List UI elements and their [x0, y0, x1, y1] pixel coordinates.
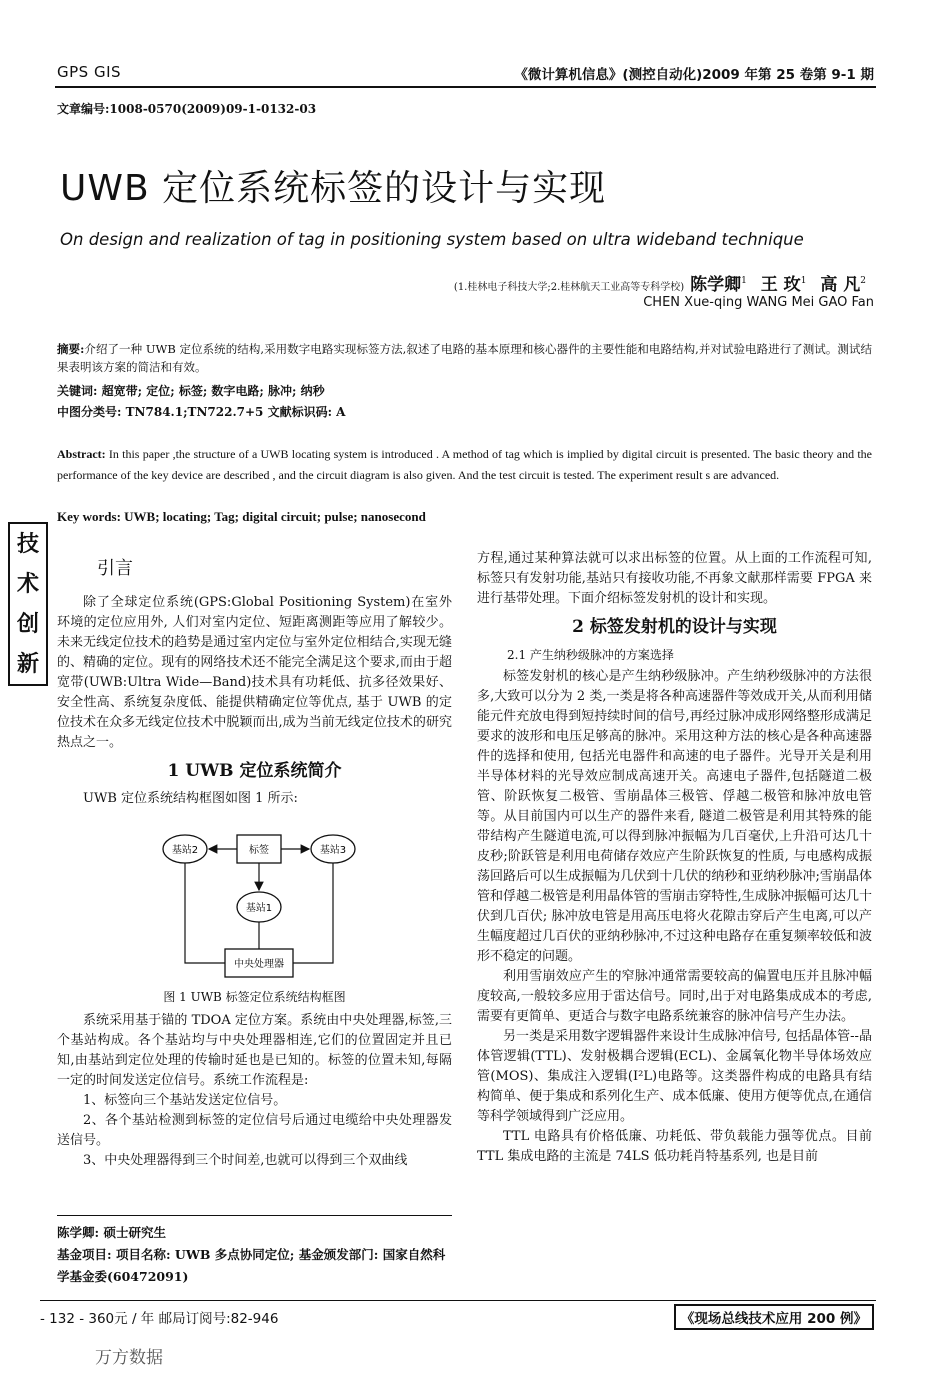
running-header-journal: 《微计算机信息》(测控自动化)2009 年第 25 卷第 9-1 期 — [514, 67, 874, 83]
abstract-chinese — [57, 340, 872, 376]
figure-1-caption: 图 1 UWB 标签定位系统结构框图 — [163, 990, 346, 1004]
tag-label: 标签 — [249, 845, 269, 856]
workflow-step-1: 1、标签向三个基站发送定位信号。 — [83, 1093, 287, 1108]
link-base2-cpu — [185, 863, 225, 963]
side-label-char: 创 — [16, 611, 39, 637]
footnote-fund: 基金项目: 项目名称: UWB 多点协同定位; 基金颁发部门: 国家自然科学基金委(60472091) — [57, 1247, 446, 1284]
continued-paragraph: 方程,通过某种算法就可以求出标签的位置。从上面的工作流程可知,标签只有发射功能,基站只有接收功能,不再象文献那样需要 FPGA 来进行基带处理。下面介绍标签发射机的设计和实现。 — [477, 551, 872, 606]
system-block-diagram — [57, 815, 452, 983]
abstract-english — [57, 444, 872, 486]
base-station-1-label: 基站1 — [245, 903, 273, 914]
author-1-sup: 1 — [741, 276, 747, 287]
author-2: 王 玫 — [760, 275, 801, 295]
section-side-label — [8, 522, 48, 686]
author-2-sup: 1 — [800, 276, 807, 287]
footnote-rule — [57, 1215, 452, 1216]
section-2-heading: 2 标签发射机的设计与实现 — [572, 617, 777, 637]
author-3: 高 凡 — [820, 275, 861, 295]
abstract-chinese-label: 摘要: — [57, 342, 85, 356]
right-column — [477, 549, 872, 1167]
left-column — [57, 555, 452, 1171]
side-label-char: 术 — [16, 571, 39, 597]
bottom-rule — [40, 1300, 876, 1301]
article-number: 文章编号:1008-0570(2009)09-1-0132-03 — [57, 102, 317, 116]
authors-english: CHEN Xue-qing WANG Mei GAO Fan — [643, 295, 874, 310]
title-chinese: UWB 定位系统标签的设计与实现 — [60, 168, 607, 209]
section-1-heading: 1 UWB 定位系统简介 — [167, 761, 342, 781]
footnote-author: 陈学卿: 硕士研究生 — [57, 1225, 166, 1240]
affiliation: (1.桂林电子科技大学;2.桂林航天工业高等专科学校) — [453, 282, 685, 293]
affiliation-authors-line — [454, 270, 874, 295]
system-paragraph: 系统采用基于锚的 TDOA 定位方案。系统由中央处理器,标签,三个基站构成。各个基站均与中央处理器相连,它们的位置固定并且已知,由基站到定位处理的传输时延也是已知的。标签的位置未知,每隔一定的时间发送定位信号。系统工作流程是: — [57, 1013, 452, 1088]
intro-paragraph: 除了全球定位系统(GPS:Global Positioning System)在室外环境的定位应用外, 人们对室内定位、短距离测距等应用了解较少。未来无线定位技术的趋势是通过室内定位与室外定位相结合,实现无缝的、精确的定位。现有的网络技术还不能完全满足这个要求,而由于超宽带(UWB:Ultra Wide—Band)技术具有功耗低、抗多径效果好、安全性高、系统复杂度低、能提供精确定位等优点, 基于 UWB 的定位技术在众多无线定位技术中脱颖而出,成为当前无线定位技术的研究热点之一。 — [57, 595, 452, 750]
pulse-methods-paragraph: 标签发射机的核心是产生纳秒级脉冲。产生纳秒级脉冲的方法很多,大致可以分为 2 类,一类是将各种高速器件等效成开关,从而利用储能元件充放电得到短持续时间的信号,再经过脉冲成形网络整形成满足要求的波形和电压足够高的脉冲。采用这种方法的核心是各种高速器件的选择和使用, 包括光电器件和高速的电子器件。光导开关是利用半导体材料的光导效应制成高速开关。高速电子器件,包括隧道二极管、阶跃恢复二极管、雪崩晶体三极管、俘越二极管和脉冲放电管等。从目前国内可以生产的器件来看, 隧道二极管是利用其特殊的能带结构产生隧道电流,可以得到脉冲振幅为几百毫伏,上升沿可达几十皮秒;阶跃管是利用电荷储存效应产生阶跃恢复的性质, 与电感构成振荡回路后可以生成振幅为几伏到十几伏的纳秒和亚纳秒脉冲;雪崩晶体管和俘越二极管是利用晶体管的雪崩击穿特性,生成脉冲振幅可达几十伏到几百伏; 脉冲放电管是用高压电将火花隙击穿后产生电离,可以产生幅度超过几百伏的亚纳秒脉冲,不过这种电路存在重复频率较低和波形不稳定的问题。 — [477, 669, 872, 964]
intro-heading: 引言 — [97, 558, 133, 579]
author-3-sup: 2 — [860, 276, 866, 287]
base-station-3-label: 基站3 — [319, 845, 347, 856]
abstract-english-label: Abstract: — [57, 447, 106, 461]
abstract-english-text: In this paper ,the structure of a UWB locating system is introduced . A method of tag which is implied by digital circuit is presented. The basic theory and the performance of the key device are described , and the circuit diagram is also given. And the test circuit is tested. The experiment result s are advanced. — [57, 447, 873, 482]
side-label-char: 新 — [16, 651, 39, 677]
workflow-step-2: 2、各个基站检测到标签的定位信号后通过电缆给中央处理器发送信号。 — [57, 1113, 452, 1148]
base-station-2-label: 基站2 — [171, 845, 199, 856]
keywords-english: Key words: UWB; locating; Tag; digital circuit; pulse; nanosecond — [57, 509, 426, 524]
workflow-step-3: 3、中央处理器得到三个时间差,也就可以得到三个双曲线 — [83, 1153, 408, 1168]
cpu-label: 中央处理器 — [234, 959, 284, 970]
link-base3-cpu — [293, 863, 333, 963]
abstract-chinese-text: 介绍了一种 UWB 定位系统的结构,采用数字电路实现标签方法,叙述了电路的基本原理和核心器件的主要性能和电路结构,并对试验电路进行了测试。测试结果表明该方案的简洁和有效。 — [57, 342, 873, 374]
page-footer-left: - 132 - 360元 / 年 邮局订阅号:82-946 — [40, 1311, 279, 1327]
classification-chinese: 中图分类号: TN784.1;TN722.7+5 文献标识码: A — [57, 405, 346, 419]
header-rule — [55, 86, 876, 88]
keywords-chinese: 关键词: 超宽带; 定位; 标签; 数字电路; 脉冲; 纳秒 — [57, 384, 325, 398]
author-1: 陈学卿 — [690, 275, 742, 295]
ttl-paragraph: TTL 电路具有价格低廉、功耗低、带负载能力强等优点。目前 TTL 集成电路的主流是 74LS 低功耗肖特基系列, 也是目前 — [477, 1129, 872, 1164]
title-english: On design and realization of tag in positioning system based on ultra wideband technique — [60, 230, 804, 249]
side-label-char: 技 — [16, 531, 39, 557]
subsection-2-1-heading: 2.1 产生纳秒级脉冲的方案选择 — [507, 648, 674, 662]
digital-logic-paragraph: 另一类是采用数字逻辑器件来设计生成脉冲信号, 包括晶体管--晶体管逻辑(TTL)、发射极耦合逻辑(ECL)、金属氧化物半导体场效应管(MOS)、集成注入逻辑(I²L)电路等。这类器件构成的电路具有结构简单、便于集成和系列化生产、成本低廉、使用方便等优点,在通信等科学领域得到广泛应用。 — [477, 1029, 872, 1124]
page-footer-ad: 《现场总线技术应用 200 例》 — [674, 1304, 874, 1330]
running-header-section: GPS GIS — [57, 63, 122, 81]
watermark: 万方数据 — [95, 1348, 163, 1368]
avalanche-paragraph: 利用雪崩效应产生的窄脉冲通常需要较高的偏置电压并且脉冲幅度较高,一般较多应用于雷达信号。同时,出于对电路集成成本的考虑,需要有更简单、更适合与数字电路系统兼容的脉冲信号产生办法。 — [477, 969, 872, 1024]
figure-1 — [57, 815, 452, 983]
section-1-intro: UWB 定位系统结构框图如图 1 所示: — [83, 791, 298, 806]
footnote — [57, 1222, 452, 1288]
